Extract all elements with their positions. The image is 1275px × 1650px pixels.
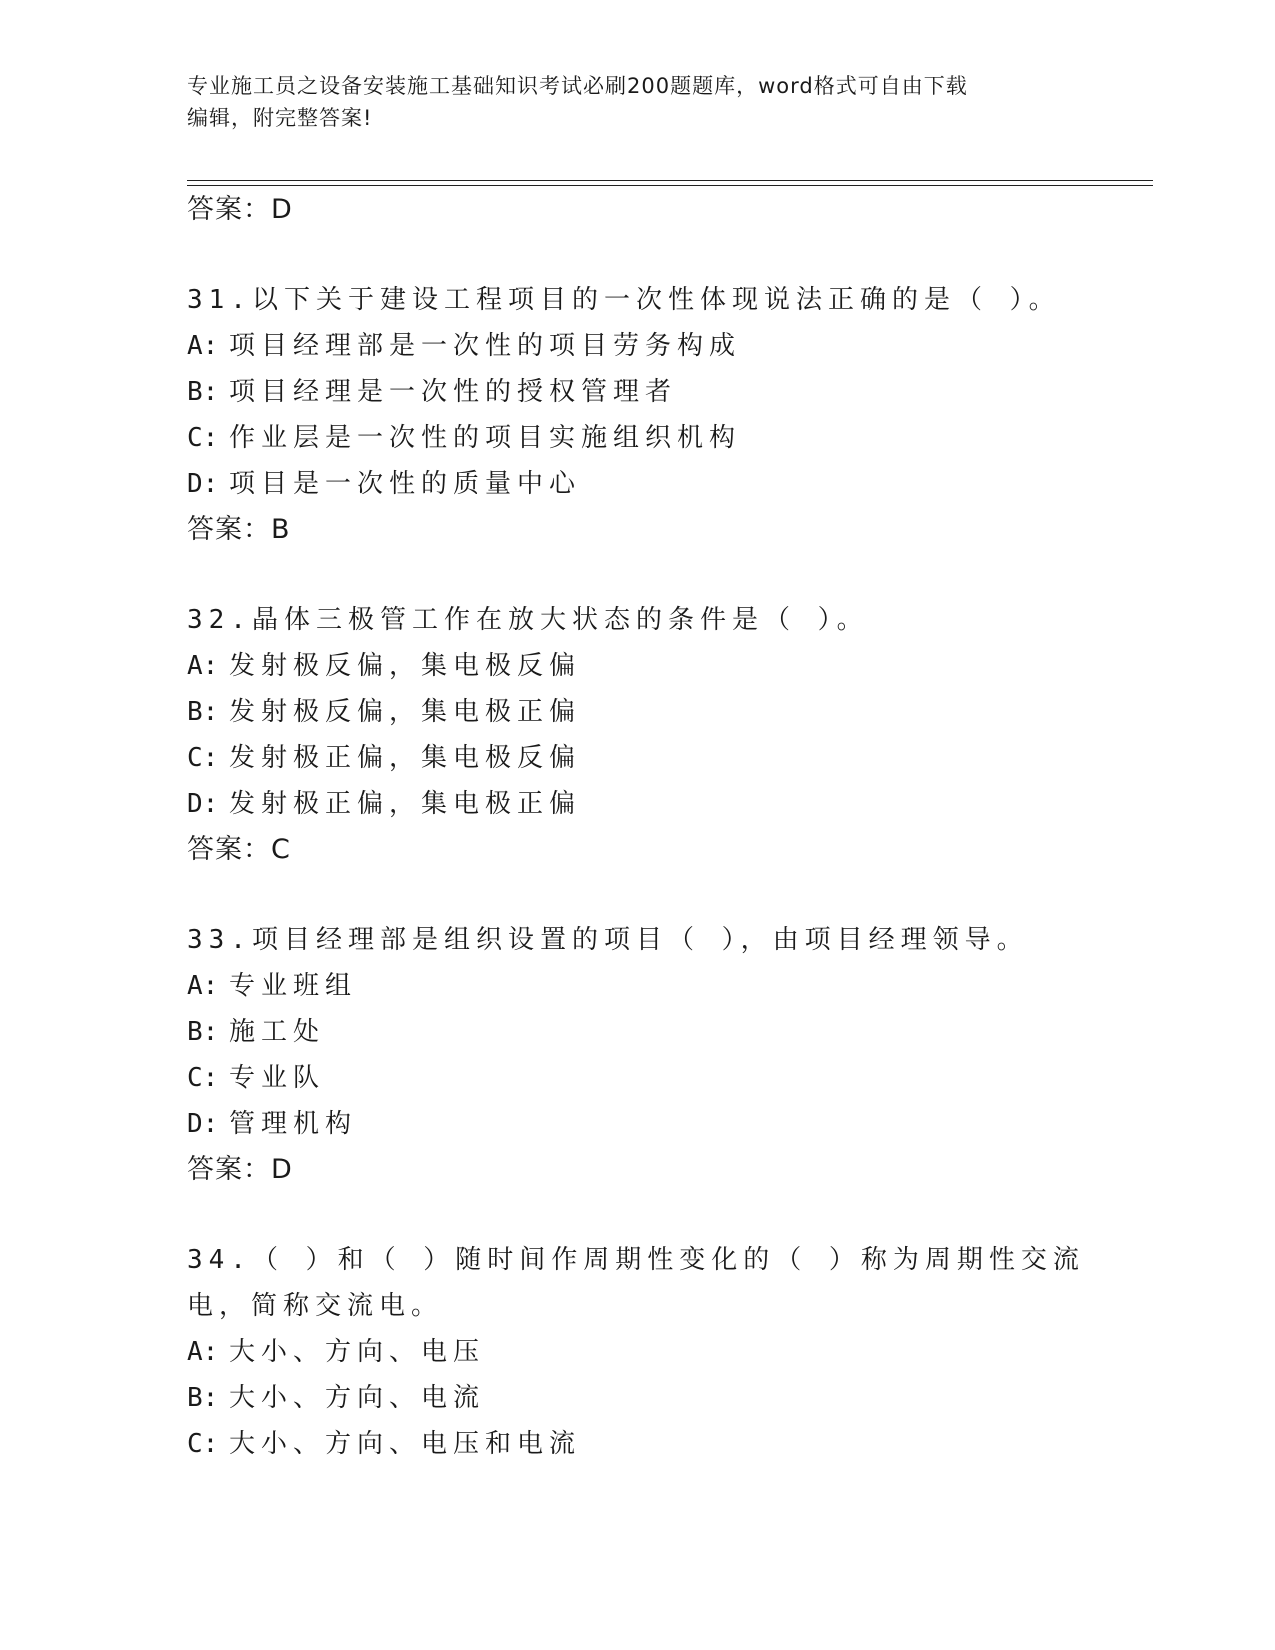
option-c [187,735,1087,781]
question-33 [187,917,1087,1193]
option-c [187,1421,1087,1467]
answer-label: 答案： [187,194,271,225]
option-b [187,689,1087,735]
answer-label: 答案： [187,514,271,545]
option-text: 发射极正偏，集电极正偏 [229,789,582,819]
option-text: 专业班组 [229,971,358,1001]
option-text: 发射极反偏，集电极正偏 [229,697,582,727]
option-text: 大小、方向、电压和电流 [229,1429,582,1459]
question-text: 34.（ ）和（ ）随时间作周期性变化的（ ）称为周期性交流电，简称交流电。 [187,1245,1085,1321]
spacer [187,233,1087,277]
spacer [187,1193,1087,1237]
header-line-2: 编辑，附完整答案! [187,106,373,130]
option-label: B: [187,1383,219,1413]
answer-line [187,1147,1087,1193]
answer-value: D [271,194,293,225]
option-label: B: [187,1017,219,1047]
question-list [187,187,1087,1467]
option-label: C: [187,1063,219,1093]
option-label: D: [187,469,219,499]
option-label: B: [187,697,219,727]
option-text: 管理机构 [229,1109,358,1139]
option-a [187,323,1087,369]
option-d [187,781,1087,827]
option-label: A: [187,651,219,681]
option-text: 项目经理是一次性的授权管理者 [229,377,678,407]
header-divider-top [187,180,1153,181]
option-text: 专业队 [229,1063,326,1093]
option-a [187,963,1087,1009]
option-label: A: [187,971,219,1001]
option-text: 施工处 [229,1017,326,1047]
option-text: 大小、方向、电流 [229,1383,486,1413]
option-c [187,1055,1087,1101]
option-label: A: [187,331,219,361]
option-d [187,461,1087,507]
question-34 [187,1237,1087,1467]
header-line-1: 专业施工员之设备安装施工基础知识考试必刷200题题库，word格式可自由下载 [187,74,968,98]
option-text: 发射极正偏，集电极反偏 [229,743,582,773]
answer-value: C [271,834,291,865]
option-b [187,1375,1087,1421]
option-label: D: [187,1109,219,1139]
answer-line [187,827,1087,873]
document-header [187,70,1087,134]
option-label: C: [187,423,219,453]
question-32 [187,597,1087,873]
answer-value: D [271,1154,293,1185]
option-label: B: [187,377,219,407]
answer-value: B [271,514,291,545]
option-text: 项目是一次性的质量中心 [229,469,582,499]
option-label: A: [187,1337,219,1367]
option-label: C: [187,1429,219,1459]
answer-line [187,187,1087,233]
header-divider-bottom [187,185,1153,186]
question-text: 33.项目经理部是组织设置的项目（ ），由项目经理领导。 [187,925,1029,955]
spacer [187,553,1087,597]
answer-label: 答案： [187,1154,271,1185]
option-a [187,643,1087,689]
question-text: 32.晶体三极管工作在放大状态的条件是（ ）。 [187,605,869,635]
option-b [187,369,1087,415]
answer-line [187,507,1087,553]
option-label: D: [187,789,219,819]
option-text: 大小、方向、电压 [229,1337,486,1367]
option-b [187,1009,1087,1055]
option-text: 发射极反偏，集电极反偏 [229,651,582,681]
answer-label: 答案： [187,834,271,865]
spacer [187,873,1087,917]
question-31 [187,277,1087,553]
question-text: 31.以下关于建设工程项目的一次性体现说法正确的是（ ）。 [187,285,1061,315]
option-label: C: [187,743,219,773]
option-d [187,1101,1087,1147]
option-c [187,415,1087,461]
option-text: 项目经理部是一次性的项目劳务构成 [229,331,742,361]
option-text: 作业层是一次性的项目实施组织机构 [229,423,742,453]
option-a [187,1329,1087,1375]
